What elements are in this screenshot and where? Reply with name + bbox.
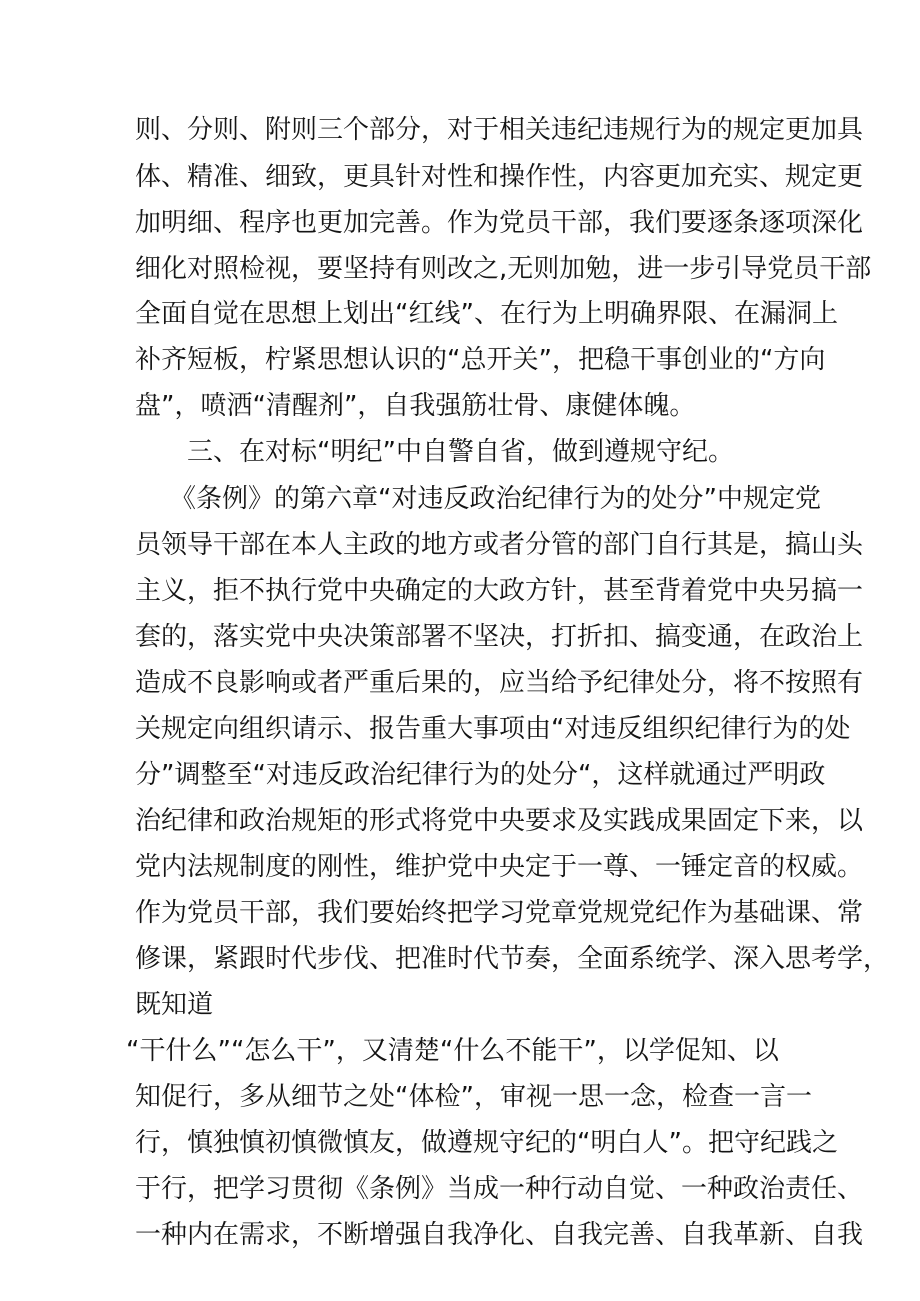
body-text-line: 体、精准、细致，更具针对性和操作性，内容更加充实、规定更 [135, 162, 864, 192]
body-text-line: 补齐短板，柠紧思想认识的“总开关”，把稳干事创业的“方向 [135, 345, 826, 375]
body-text-line: 主义，拒不执行党中央确定的大政方针，甚至背着党中央另搞一 [135, 576, 864, 606]
body-text-line: 于行，把学习贯彻《条例》当成一种行动自觉、一种政治责任、 [135, 1174, 864, 1204]
section-heading: 三、在对标“明纪”中自警自省，做到遵规守纪。 [187, 437, 734, 467]
body-text-line: 治纪律和政治规矩的形式将党中央要求及实践成果固定下来，以 [135, 806, 864, 836]
body-text-line: 造成不良影响或者严重后果的，应当给予纪律处分，将不按照有 [135, 668, 864, 698]
body-text-line: 一种内在需求，不断增强自我净化、自我完善、自我革新、自我 [135, 1220, 864, 1250]
body-text-line: 全面自觉在思想上划出“红线”、在行为上明确界限、在漏洞上 [135, 299, 838, 329]
body-text-line: 作为党员干部，我们要始终把学习党章党规党纪作为基础课、常 [135, 898, 864, 928]
body-text-line: 知促行，多从细节之处“体检”，审视一思一念，检查一言一 [135, 1082, 812, 1112]
body-text-line: 盘”，喷洒“清醒剂”，自我强筋壮骨、康健体魄。 [135, 391, 696, 421]
paragraph-first-line: 《条例》的第六章“对违反政治纪律行为的处分”中规定党 [170, 484, 821, 514]
body-text-line: 则、分则、附则三个部分，对于相关违纪违规行为的规定更加具 [135, 115, 864, 145]
body-text-line: 党内法规制度的刚性，维护党中央定于一尊、一锤定音的权威。 [135, 852, 864, 882]
body-text-line: 分”调整至“对违反政治纪律行为的处分“，这样就通过严明政 [135, 760, 826, 790]
body-text-line: 加明细、程序也更加完善。作为党员干部，我们要逐条逐项深化 [135, 208, 864, 238]
body-text-line: 行，慎独慎初慎微慎友，做遵规守纪的“明白人”。把守纪践之 [135, 1128, 838, 1158]
body-text-line: 既知道 [135, 990, 214, 1020]
body-text-line: 套的，落实党中央决策部署不坚决，打折扣、搞变通，在政治上 [135, 622, 864, 652]
body-text-line: “干什么”“怎么干”，又清楚“什么不能干”，以学促知、以 [126, 1036, 779, 1066]
body-text-line: 员领导干部在本人主政的地方或者分管的部门自行其是，搞山头 [135, 530, 864, 560]
body-text-line: 细化对照检视，要坚持有则改之,无则加勉，进一步引导党员干部 [135, 254, 872, 284]
body-text-line: 关规定向组织请示、报告重大事项由“对违反组织纪律行为的处 [135, 714, 851, 744]
body-text-line: 修课，紧跟时代步伐、把准时代节奏，全面系统学、深入思考学， [135, 944, 890, 974]
